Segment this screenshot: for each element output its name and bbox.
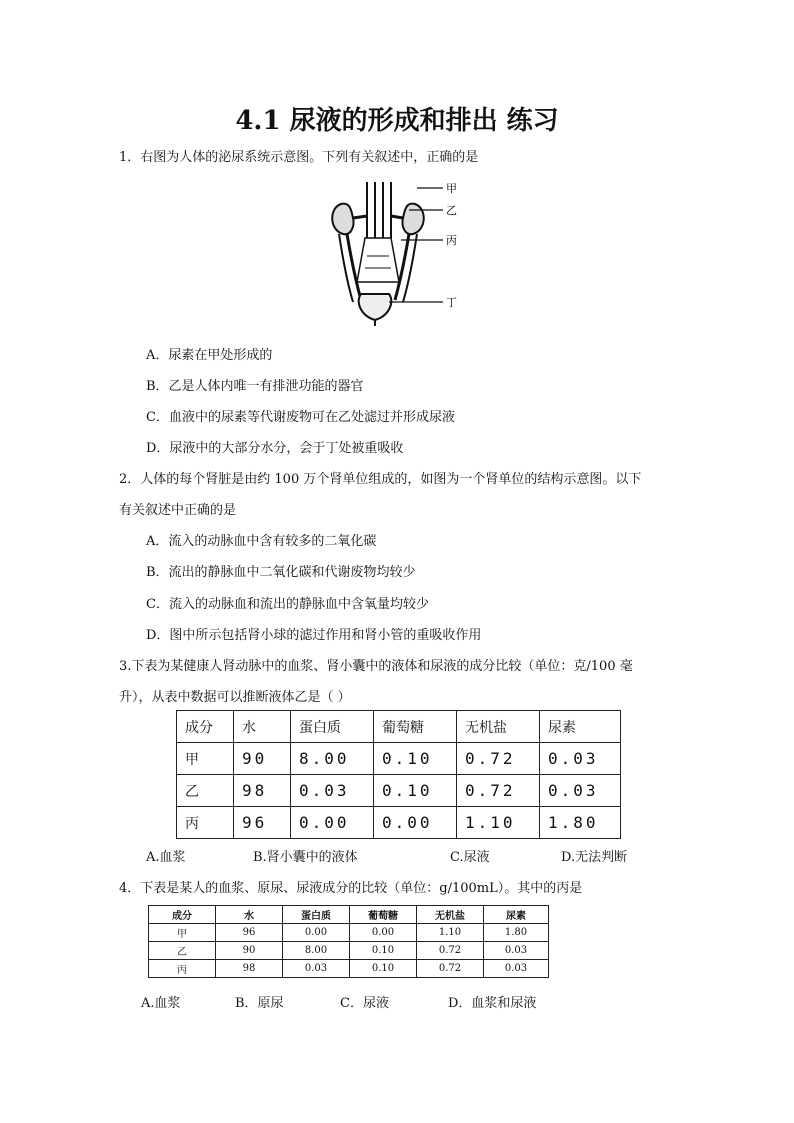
q2-stem-line2: 有关叙述中正确的是: [119, 503, 237, 518]
label-ding: 丁: [446, 296, 457, 309]
q3-table: [176, 710, 621, 839]
table-header-cell: 蛋白质: [291, 711, 374, 743]
table-cell: 98: [216, 960, 283, 978]
q1-option-b: B．乙是人体内唯一有排泄功能的器官: [146, 379, 364, 394]
q2-option-b: B．流出的静脉血中二氧化碳和代谢废物均较少: [146, 565, 416, 580]
q2-option-a: A．流入的动脉血中含有较多的二氧化碳: [146, 534, 377, 549]
table-cell: 0.72: [417, 960, 484, 978]
q1-stem: 1．右图为人体的泌尿系统示意图。下列有关叙述中，正确的是: [119, 150, 479, 165]
table-header-cell: 无机盐: [457, 711, 540, 743]
q3-option-c: C.尿液: [450, 850, 490, 865]
q4-table: [148, 905, 549, 978]
table-cell: 98: [234, 775, 291, 807]
q2-option-d: D．图中所示包括肾小球的滤过作用和肾小管的重吸收作用: [146, 628, 482, 643]
q3-stem-line1: 3.下表为某健康人肾动脉中的血浆、肾小囊中的液体和尿液的成分比较（单位：克/100 毫: [119, 659, 633, 674]
table-header-row: [177, 711, 621, 743]
table-cell: 0.00: [283, 924, 350, 942]
q4-option-b: B．原尿: [235, 996, 284, 1011]
table-row: [149, 924, 549, 942]
table-cell: 0.03: [540, 775, 621, 807]
table-cell: 1.80: [484, 924, 549, 942]
table-header-cell: 成分: [149, 906, 216, 924]
table-cell: 0.00: [291, 807, 374, 839]
table-cell: 0.10: [374, 775, 457, 807]
table-row: [149, 942, 549, 960]
table-header-cell: 水: [216, 906, 283, 924]
label-jia: 甲: [446, 182, 457, 195]
table-header-cell: 无机盐: [417, 906, 484, 924]
q4-stem: 4．下表是某人的血浆、原尿、尿液成分的比较（单位：g/100mL）。其中的丙是: [119, 881, 583, 896]
table-cell: 1.10: [457, 807, 540, 839]
q1-option-a: A．尿素在甲处形成的: [146, 348, 273, 363]
table-header-cell: 尿素: [484, 906, 549, 924]
table-cell: 96: [216, 924, 283, 942]
table-header-cell: 尿素: [540, 711, 621, 743]
urinary-system-diagram: [325, 178, 475, 328]
table-cell: 96: [234, 807, 291, 839]
table-cell: 甲: [177, 743, 234, 775]
table-header-cell: 葡萄糖: [374, 711, 457, 743]
table-row: [177, 743, 621, 775]
table-cell: 0.00: [350, 924, 417, 942]
table-cell: 0.03: [283, 960, 350, 978]
q1-option-c: C．血液中的尿素等代谢废物可在乙处滤过并形成尿液: [146, 410, 455, 425]
table-cell: 甲: [149, 924, 216, 942]
table-cell: 0.10: [374, 743, 457, 775]
table-row: [177, 807, 621, 839]
table-header-cell: 成分: [177, 711, 234, 743]
q4-option-c: C．尿液: [340, 996, 389, 1011]
table-header-cell: 蛋白质: [283, 906, 350, 924]
table-cell: 90: [216, 942, 283, 960]
table-header-row: [149, 906, 549, 924]
q4-option-a: A.血浆: [141, 996, 181, 1011]
table-cell: 0.03: [291, 775, 374, 807]
table-cell: 8.00: [283, 942, 350, 960]
table-cell: 0.03: [484, 960, 549, 978]
table-cell: 0.10: [350, 942, 417, 960]
table-cell: 乙: [149, 942, 216, 960]
label-bing: 丙: [446, 234, 457, 247]
q2-stem-line1: 2．人体的每个肾脏是由约 100 万个肾单位组成的，如图为一个肾单位的结构示意图。以下: [119, 472, 642, 487]
table-cell: 1.10: [417, 924, 484, 942]
table-cell: 丙: [177, 807, 234, 839]
table-cell: 90: [234, 743, 291, 775]
q3-option-a: A.血浆: [146, 850, 186, 865]
page-title: 4.1 尿液的形成和排出 练习: [235, 106, 559, 136]
table-row: [177, 775, 621, 807]
table-header-cell: 葡萄糖: [350, 906, 417, 924]
q3-option-b: B.肾小囊中的液体: [253, 850, 358, 865]
table-cell: 0.72: [457, 775, 540, 807]
table-cell: 0.72: [417, 942, 484, 960]
table-cell: 乙: [177, 775, 234, 807]
table-header-cell: 水: [234, 711, 291, 743]
table-cell: 0.10: [350, 960, 417, 978]
table-cell: 0.03: [484, 942, 549, 960]
table-cell: 0.72: [457, 743, 540, 775]
table-cell: 8.00: [291, 743, 374, 775]
q4-option-d: D．血浆和尿液: [448, 996, 537, 1011]
q1-option-d: D．尿液中的大部分水分，会于丁处被重吸收: [146, 441, 404, 456]
q3-option-d: D.无法判断: [561, 850, 628, 865]
table-cell: 丙: [149, 960, 216, 978]
q2-option-c: C．流入的动脉血和流出的静脉血中含氧量均较少: [146, 597, 429, 612]
label-yi: 乙: [446, 204, 457, 217]
q3-stem-line2: 升），从表中数据可以推断液体乙是（ ）: [119, 690, 351, 705]
table-cell: 0.03: [540, 743, 621, 775]
table-cell: 1.80: [540, 807, 621, 839]
table-row: [149, 960, 549, 978]
table-cell: 0.00: [374, 807, 457, 839]
